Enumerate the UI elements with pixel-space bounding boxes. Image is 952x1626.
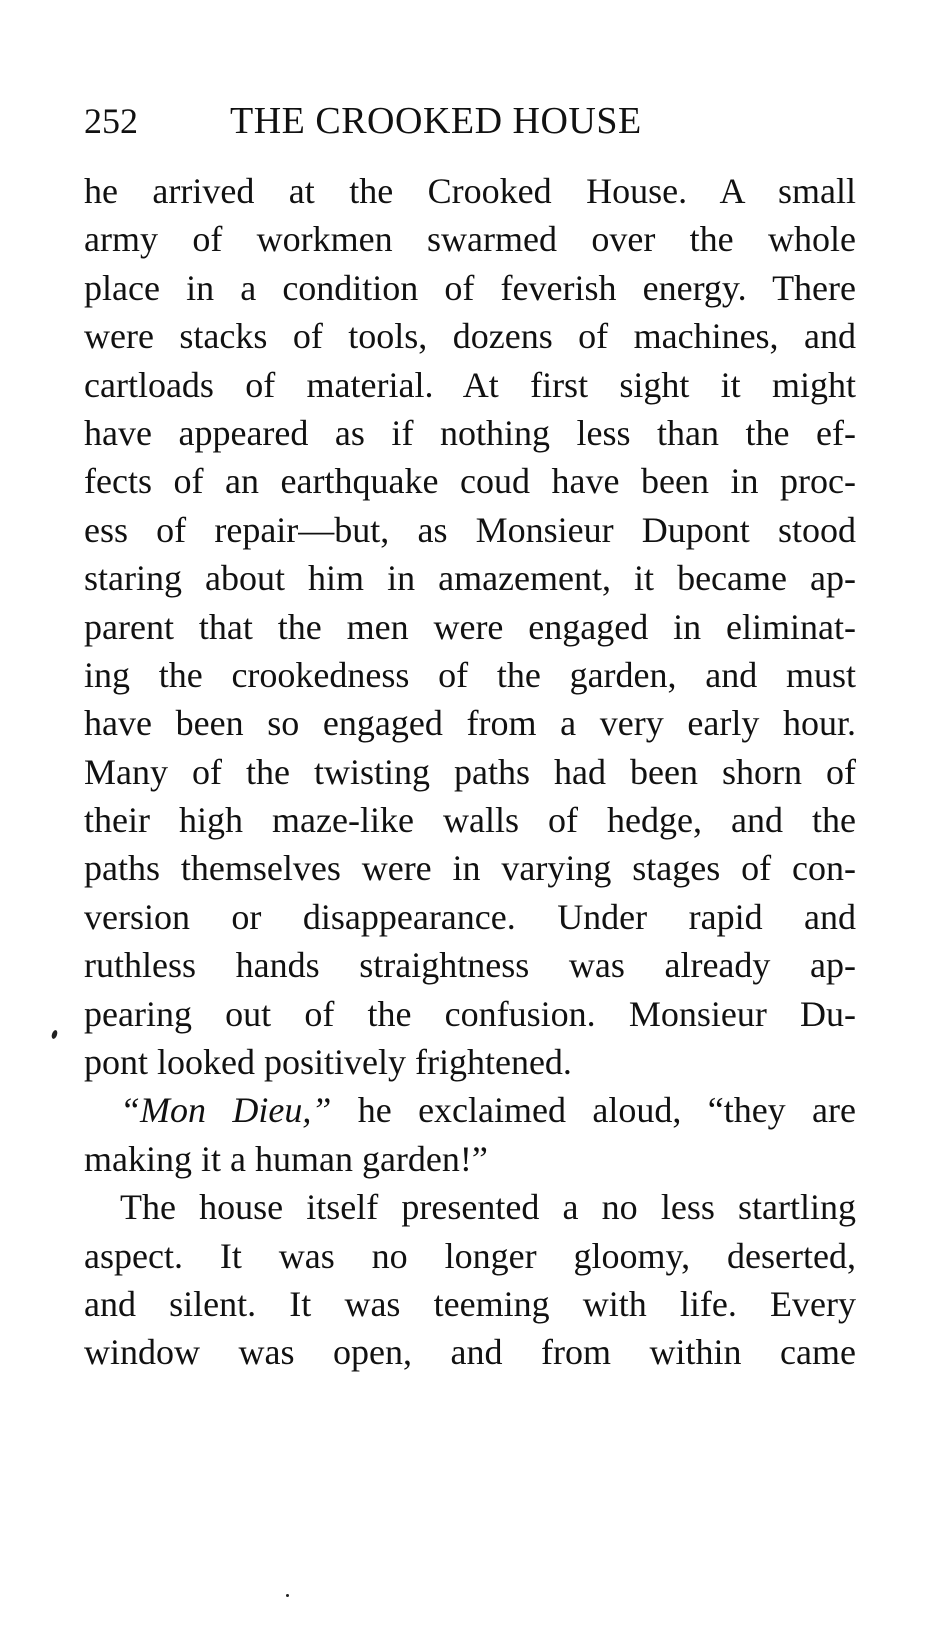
text-line: version or disappearance. Under rapid and bbox=[84, 896, 856, 937]
page-number: 252 bbox=[84, 101, 138, 141]
text-line: making it a human garden!” bbox=[84, 1138, 488, 1179]
page-header bbox=[84, 96, 864, 146]
text-line: paths themselves were in varying stages of con- bbox=[84, 848, 856, 889]
text-line: place in a condition of feverish energy. There bbox=[84, 267, 856, 308]
text-line: aspect. It was no longer gloomy, deserted, bbox=[84, 1235, 856, 1276]
text-line: parent that the men were engaged in eliminat- bbox=[84, 606, 856, 647]
ink-speck bbox=[286, 1594, 289, 1597]
text-line: their high maze-like walls of hedge, and the bbox=[84, 800, 856, 841]
text-line: ing the crookedness of the garden, and must bbox=[84, 654, 856, 695]
text-line: were stacks of tools, dozens of machines, and bbox=[84, 316, 856, 357]
text-line: ruthless hands straightness was already ap- bbox=[84, 945, 856, 986]
ink-speck bbox=[51, 1029, 59, 1039]
text-line: and silent. It was teeming with life. Every bbox=[84, 1283, 856, 1324]
text-line: he arrived at the Crooked House. A small bbox=[84, 171, 856, 211]
text-line: pont looked positively frightened. bbox=[84, 1042, 572, 1083]
text-line bbox=[84, 1086, 856, 1134]
text-line: The house itself presented a no less startling bbox=[120, 1187, 856, 1228]
text-line: pearing out of the confusion. Monsieur Du- bbox=[84, 993, 856, 1034]
text-line: staring about him in amazement, it became ap- bbox=[84, 558, 856, 599]
text-line: have been so engaged from a very early hour. bbox=[84, 703, 856, 744]
text-line: have appeared as if nothing less than the ef- bbox=[84, 412, 856, 453]
text-line: army of workmen swarmed over the whole bbox=[84, 219, 856, 260]
text-line: fects of an earthquake coud have been in proc- bbox=[84, 461, 856, 502]
text-fragment: he exclaimed aloud, “they are bbox=[331, 1090, 856, 1131]
body-text bbox=[84, 167, 856, 1377]
text-line: Many of the twisting paths had been shorn of bbox=[84, 751, 856, 792]
italic-exclamation: “Mon Dieu,” bbox=[120, 1090, 332, 1131]
text-line: cartloads of material. At first sight it might bbox=[84, 364, 856, 405]
text-line: ess of repair—but, as Monsieur Dupont stood bbox=[84, 509, 856, 550]
text-line: window was open, and from within came bbox=[84, 1332, 856, 1373]
running-title: THE CROOKED HOUSE bbox=[230, 100, 642, 142]
